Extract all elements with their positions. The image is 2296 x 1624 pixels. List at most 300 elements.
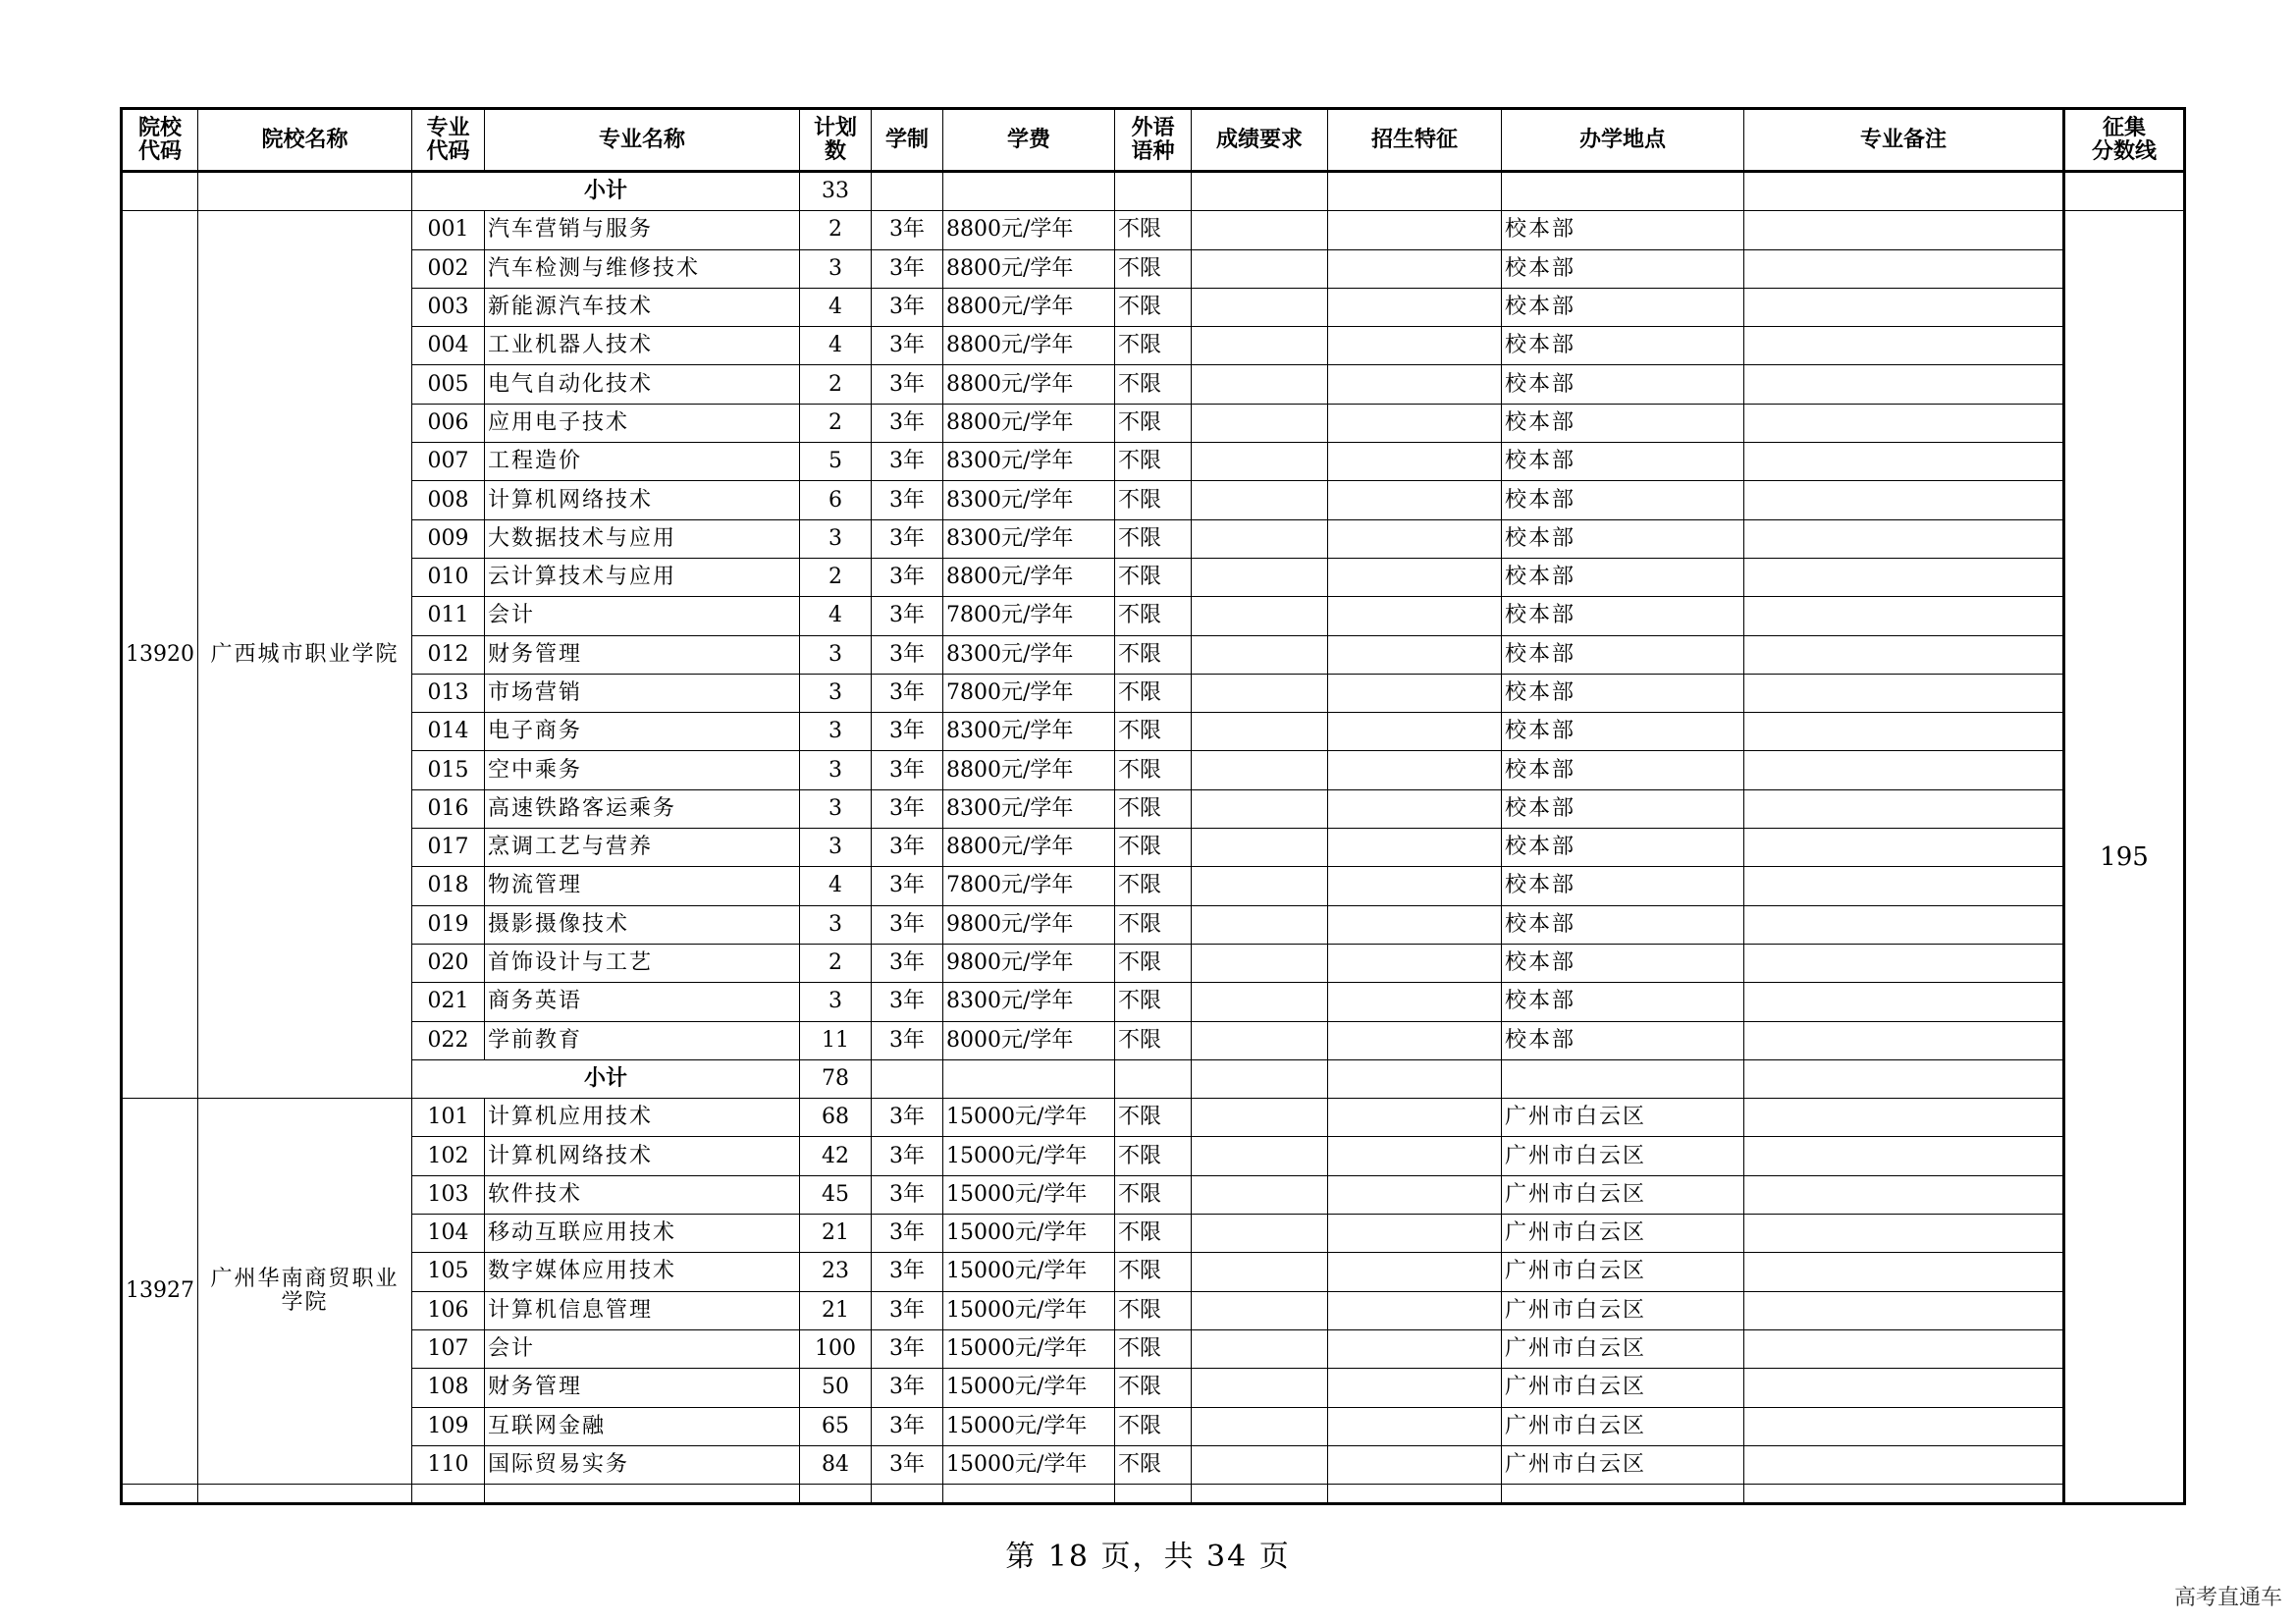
major-name: 云计算技术与应用 (485, 558, 800, 596)
empty-cell (2064, 172, 2185, 211)
major-code: 019 (412, 905, 485, 944)
major-row (122, 713, 2185, 751)
score-requirement (1192, 635, 1328, 674)
tuition: 15000元/学年 (943, 1099, 1115, 1137)
major-note (1744, 789, 2064, 828)
major-note (1744, 635, 2064, 674)
location: 校本部 (1502, 905, 1744, 944)
enroll-feature (1328, 751, 1502, 789)
school-code-header: 院校 代码 (122, 109, 198, 172)
duration: 3年 (872, 1369, 943, 1407)
score-requirement (1192, 1099, 1328, 1137)
plan-count: 6 (800, 481, 872, 519)
location: 广州市白云区 (1502, 1407, 1744, 1445)
major-name: 会计 (485, 597, 800, 635)
plan-count: 3 (800, 519, 872, 558)
major-note (1744, 751, 2064, 789)
duration: 3年 (872, 751, 943, 789)
language: 不限 (1115, 1175, 1192, 1214)
duration: 3年 (872, 1329, 943, 1368)
empty-cell (872, 172, 943, 211)
score-requirement (1192, 404, 1328, 442)
tuition: 7800元/学年 (943, 674, 1115, 712)
major-note (1744, 249, 2064, 288)
location: 校本部 (1502, 789, 1744, 828)
language: 不限 (1115, 597, 1192, 635)
tuition: 8800元/学年 (943, 249, 1115, 288)
language: 不限 (1115, 481, 1192, 519)
enroll-feature (1328, 905, 1502, 944)
plan-count: 4 (800, 327, 872, 365)
empty-cell (1115, 172, 1192, 211)
major-code: 003 (412, 288, 485, 326)
empty-cell (800, 1485, 872, 1504)
plan-count: 21 (800, 1291, 872, 1329)
tuition-header: 学费 (943, 109, 1115, 172)
location: 校本部 (1502, 327, 1744, 365)
enroll-feature (1328, 674, 1502, 712)
plan-count: 2 (800, 944, 872, 982)
major-note (1744, 288, 2064, 326)
tuition: 8300元/学年 (943, 481, 1115, 519)
plan-count: 100 (800, 1329, 872, 1368)
major-name: 工业机器人技术 (485, 327, 800, 365)
location: 广州市白云区 (1502, 1253, 1744, 1291)
cutoff-score-header: 征集 分数线 (2064, 109, 2185, 172)
plan-count: 4 (800, 288, 872, 326)
major-name: 计算机网络技术 (485, 481, 800, 519)
duration: 3年 (872, 1175, 943, 1214)
duration: 3年 (872, 713, 943, 751)
plan-count: 11 (800, 1021, 872, 1059)
major-name: 数字媒体应用技术 (485, 1253, 800, 1291)
plan-count: 3 (800, 635, 872, 674)
score-requirement (1192, 944, 1328, 982)
major-note (1744, 1329, 2064, 1368)
language: 不限 (1115, 327, 1192, 365)
score-requirement (1192, 829, 1328, 867)
plan-count: 21 (800, 1215, 872, 1253)
plan-count: 3 (800, 789, 872, 828)
subtotal-label: 小计 (412, 172, 800, 211)
major-row (122, 1215, 2185, 1253)
enroll-feature (1328, 1175, 1502, 1214)
location: 广州市白云区 (1502, 1369, 1744, 1407)
major-row (122, 249, 2185, 288)
major-name: 烹调工艺与营养 (485, 829, 800, 867)
tuition: 8300元/学年 (943, 713, 1115, 751)
major-row (122, 1407, 2185, 1445)
major-name: 移动互联应用技术 (485, 1215, 800, 1253)
language: 不限 (1115, 1291, 1192, 1329)
score-requirement (1192, 1175, 1328, 1214)
major-code: 006 (412, 404, 485, 442)
location: 广州市白云区 (1502, 1291, 1744, 1329)
language: 不限 (1115, 558, 1192, 596)
major-code: 110 (412, 1445, 485, 1484)
tuition: 15000元/学年 (943, 1175, 1115, 1214)
major-note (1744, 1369, 2064, 1407)
major-row (122, 481, 2185, 519)
empty-cell (872, 1059, 943, 1098)
plan-count: 3 (800, 249, 872, 288)
enroll-feature (1328, 1407, 1502, 1445)
subtotal-plan: 78 (800, 1059, 872, 1098)
score-requirement (1192, 1407, 1328, 1445)
tuition: 8800元/学年 (943, 211, 1115, 249)
score-requirement (1192, 1291, 1328, 1329)
language: 不限 (1115, 1445, 1192, 1484)
major-row (122, 211, 2185, 249)
subtotal-row (122, 172, 2185, 211)
school-name: 广州华南商贸职业学院 (198, 1099, 412, 1485)
empty-cell (198, 172, 412, 211)
major-code: 001 (412, 211, 485, 249)
major-note (1744, 674, 2064, 712)
location: 校本部 (1502, 597, 1744, 635)
empty-cell (122, 1485, 198, 1504)
major-name: 国际贸易实务 (485, 1445, 800, 1484)
language: 不限 (1115, 789, 1192, 828)
major-row (122, 365, 2185, 404)
score-requirement (1192, 519, 1328, 558)
major-code: 016 (412, 789, 485, 828)
duration: 3年 (872, 1291, 943, 1329)
header-row (122, 109, 2185, 172)
tuition: 8300元/学年 (943, 789, 1115, 828)
tuition: 15000元/学年 (943, 1369, 1115, 1407)
major-note (1744, 1021, 2064, 1059)
language: 不限 (1115, 211, 1192, 249)
location: 校本部 (1502, 211, 1744, 249)
empty-cell (1328, 172, 1502, 211)
major-code: 018 (412, 867, 485, 905)
location: 校本部 (1502, 751, 1744, 789)
tuition: 8300元/学年 (943, 519, 1115, 558)
plan-count: 3 (800, 674, 872, 712)
language: 不限 (1115, 1253, 1192, 1291)
location: 广州市白云区 (1502, 1329, 1744, 1368)
major-code: 004 (412, 327, 485, 365)
major-note (1744, 1137, 2064, 1175)
language: 不限 (1115, 983, 1192, 1021)
tuition: 8800元/学年 (943, 288, 1115, 326)
major-code: 011 (412, 597, 485, 635)
major-code: 108 (412, 1369, 485, 1407)
empty-cell (1192, 1059, 1328, 1098)
duration: 3年 (872, 905, 943, 944)
school-name: 广西城市职业学院 (198, 211, 412, 1099)
location: 校本部 (1502, 481, 1744, 519)
major-name: 会计 (485, 1329, 800, 1368)
duration: 3年 (872, 327, 943, 365)
enroll-feature (1328, 443, 1502, 481)
empty-cell (485, 1485, 800, 1504)
major-name: 市场营销 (485, 674, 800, 712)
duration: 3年 (872, 597, 943, 635)
major-name: 高速铁路客运乘务 (485, 789, 800, 828)
major-code: 022 (412, 1021, 485, 1059)
duration: 3年 (872, 944, 943, 982)
major-row (122, 404, 2185, 442)
major-name: 财务管理 (485, 635, 800, 674)
empty-cell (1192, 172, 1328, 211)
enroll-feature (1328, 829, 1502, 867)
plan-count-header: 计划 数 (800, 109, 872, 172)
score-requirement (1192, 905, 1328, 944)
plan-count: 4 (800, 867, 872, 905)
location: 广州市白云区 (1502, 1137, 1744, 1175)
major-row (122, 1445, 2185, 1484)
major-note (1744, 365, 2064, 404)
major-name: 电气自动化技术 (485, 365, 800, 404)
empty-cell (872, 1485, 943, 1504)
major-name: 摄影摄像技术 (485, 905, 800, 944)
major-note (1744, 327, 2064, 365)
duration: 3年 (872, 443, 943, 481)
major-code: 017 (412, 829, 485, 867)
location: 广州市白云区 (1502, 1175, 1744, 1214)
language: 不限 (1115, 404, 1192, 442)
language: 不限 (1115, 751, 1192, 789)
score-requirement (1192, 1445, 1328, 1484)
score-requirement (1192, 867, 1328, 905)
enroll-feature (1328, 481, 1502, 519)
major-note (1744, 597, 2064, 635)
major-code: 007 (412, 443, 485, 481)
enroll-feature (1328, 1253, 1502, 1291)
empty-cell (1115, 1059, 1192, 1098)
tuition: 8800元/学年 (943, 404, 1115, 442)
empty-cell (198, 1485, 412, 1504)
score-requirement (1192, 1329, 1328, 1368)
major-row (122, 1137, 2185, 1175)
tuition: 15000元/学年 (943, 1291, 1115, 1329)
major-row (122, 558, 2185, 596)
major-row (122, 751, 2185, 789)
major-row (122, 674, 2185, 712)
major-code: 012 (412, 635, 485, 674)
major-note (1744, 944, 2064, 982)
admission-plan-table (120, 107, 2186, 1505)
major-note (1744, 558, 2064, 596)
major-row (122, 327, 2185, 365)
score-requirement (1192, 751, 1328, 789)
enroll-feature (1328, 867, 1502, 905)
plan-count: 65 (800, 1407, 872, 1445)
duration: 3年 (872, 829, 943, 867)
enroll-feature (1328, 1369, 1502, 1407)
enroll-feature (1328, 288, 1502, 326)
enroll-feature (1328, 944, 1502, 982)
major-name-header: 专业名称 (485, 109, 800, 172)
major-code: 102 (412, 1137, 485, 1175)
plan-count: 4 (800, 597, 872, 635)
enroll-feature (1328, 404, 1502, 442)
school-code: 13920 (122, 211, 198, 1099)
major-code: 104 (412, 1215, 485, 1253)
plan-count: 2 (800, 365, 872, 404)
enroll-feature (1328, 597, 1502, 635)
enroll-feature (1328, 558, 1502, 596)
enroll-feature (1328, 249, 1502, 288)
major-code: 101 (412, 1099, 485, 1137)
major-name: 财务管理 (485, 1369, 800, 1407)
score-requirement (1192, 713, 1328, 751)
major-note (1744, 905, 2064, 944)
duration: 3年 (872, 404, 943, 442)
major-row (122, 443, 2185, 481)
major-name: 物流管理 (485, 867, 800, 905)
major-code-header: 专业 代码 (412, 109, 485, 172)
language: 不限 (1115, 1021, 1192, 1059)
location: 校本部 (1502, 365, 1744, 404)
plan-count: 84 (800, 1445, 872, 1484)
major-code: 105 (412, 1253, 485, 1291)
empty-cell (1115, 1485, 1192, 1504)
enroll-feature (1328, 1099, 1502, 1137)
major-note (1744, 1175, 2064, 1214)
score-requirement (1192, 288, 1328, 326)
tuition: 8800元/学年 (943, 751, 1115, 789)
score-requirement (1192, 983, 1328, 1021)
location: 校本部 (1502, 288, 1744, 326)
duration: 3年 (872, 1445, 943, 1484)
enroll-feature (1328, 635, 1502, 674)
location: 校本部 (1502, 1021, 1744, 1059)
major-row (122, 635, 2185, 674)
watermark-logo: 高考直通车 (2173, 1586, 2282, 1610)
language: 不限 (1115, 944, 1192, 982)
language: 不限 (1115, 1329, 1192, 1368)
empty-cell (1502, 1059, 1744, 1098)
score-requirement (1192, 211, 1328, 249)
major-code: 103 (412, 1175, 485, 1214)
empty-cell (122, 172, 198, 211)
major-name: 工程造价 (485, 443, 800, 481)
duration: 3年 (872, 288, 943, 326)
major-name: 互联网金融 (485, 1407, 800, 1445)
major-name: 空中乘务 (485, 751, 800, 789)
plan-count: 23 (800, 1253, 872, 1291)
empty-cell (1744, 1059, 2064, 1098)
major-note (1744, 443, 2064, 481)
language: 不限 (1115, 1369, 1192, 1407)
plan-count: 68 (800, 1099, 872, 1137)
tuition: 8800元/学年 (943, 365, 1115, 404)
continuation-row (122, 1485, 2185, 1504)
empty-cell (943, 1059, 1115, 1098)
plan-count: 3 (800, 905, 872, 944)
duration: 3年 (872, 211, 943, 249)
major-row (122, 789, 2185, 828)
major-row (122, 829, 2185, 867)
tuition: 8800元/学年 (943, 829, 1115, 867)
score-requirement (1192, 443, 1328, 481)
enroll-feature (1328, 1021, 1502, 1059)
empty-cell (1502, 1485, 1744, 1504)
plan-count: 50 (800, 1369, 872, 1407)
language: 不限 (1115, 1407, 1192, 1445)
subtotal-row (122, 1059, 2185, 1098)
plan-count: 5 (800, 443, 872, 481)
major-note (1744, 1253, 2064, 1291)
location: 广州市白云区 (1502, 1215, 1744, 1253)
score-requirement (1192, 1253, 1328, 1291)
plan-count: 2 (800, 211, 872, 249)
major-code: 005 (412, 365, 485, 404)
location: 广州市白云区 (1502, 1099, 1744, 1137)
major-row (122, 1175, 2185, 1214)
empty-cell (943, 1485, 1115, 1504)
major-name: 汽车营销与服务 (485, 211, 800, 249)
duration: 3年 (872, 1407, 943, 1445)
score-requirement (1192, 1369, 1328, 1407)
major-note-header: 专业备注 (1744, 109, 2064, 172)
major-row (122, 1021, 2185, 1059)
duration: 3年 (872, 789, 943, 828)
plan-count: 3 (800, 829, 872, 867)
duration: 3年 (872, 635, 943, 674)
tuition: 8000元/学年 (943, 1021, 1115, 1059)
major-row (122, 288, 2185, 326)
major-code: 014 (412, 713, 485, 751)
major-row (122, 597, 2185, 635)
major-row (122, 1099, 2185, 1137)
location: 校本部 (1502, 829, 1744, 867)
language: 不限 (1115, 905, 1192, 944)
location: 校本部 (1502, 635, 1744, 674)
empty-cell (1744, 172, 2064, 211)
major-note (1744, 1291, 2064, 1329)
duration: 3年 (872, 867, 943, 905)
score-requirement (1192, 1021, 1328, 1059)
duration: 3年 (872, 249, 943, 288)
major-note (1744, 404, 2064, 442)
enroll-feature (1328, 983, 1502, 1021)
duration: 3年 (872, 1099, 943, 1137)
major-name: 新能源汽车技术 (485, 288, 800, 326)
major-code: 008 (412, 481, 485, 519)
score-requirement (1192, 249, 1328, 288)
major-row (122, 1329, 2185, 1368)
language: 不限 (1115, 249, 1192, 288)
score-requirement (1192, 674, 1328, 712)
major-name: 学前教育 (485, 1021, 800, 1059)
empty-cell (1744, 1485, 2064, 1504)
major-name: 汽车检测与维修技术 (485, 249, 800, 288)
duration: 3年 (872, 481, 943, 519)
major-name: 计算机应用技术 (485, 1099, 800, 1137)
language: 不限 (1115, 635, 1192, 674)
major-row (122, 1369, 2185, 1407)
empty-cell (1328, 1059, 1502, 1098)
major-name: 首饰设计与工艺 (485, 944, 800, 982)
major-row (122, 905, 2185, 944)
major-code: 020 (412, 944, 485, 982)
major-code: 013 (412, 674, 485, 712)
duration-header: 学制 (872, 109, 943, 172)
tuition: 7800元/学年 (943, 867, 1115, 905)
major-row (122, 1253, 2185, 1291)
enroll-feature (1328, 1137, 1502, 1175)
major-note (1744, 713, 2064, 751)
tuition: 9800元/学年 (943, 944, 1115, 982)
tuition: 8300元/学年 (943, 983, 1115, 1021)
major-row (122, 1291, 2185, 1329)
tuition: 15000元/学年 (943, 1253, 1115, 1291)
major-name: 计算机网络技术 (485, 1137, 800, 1175)
